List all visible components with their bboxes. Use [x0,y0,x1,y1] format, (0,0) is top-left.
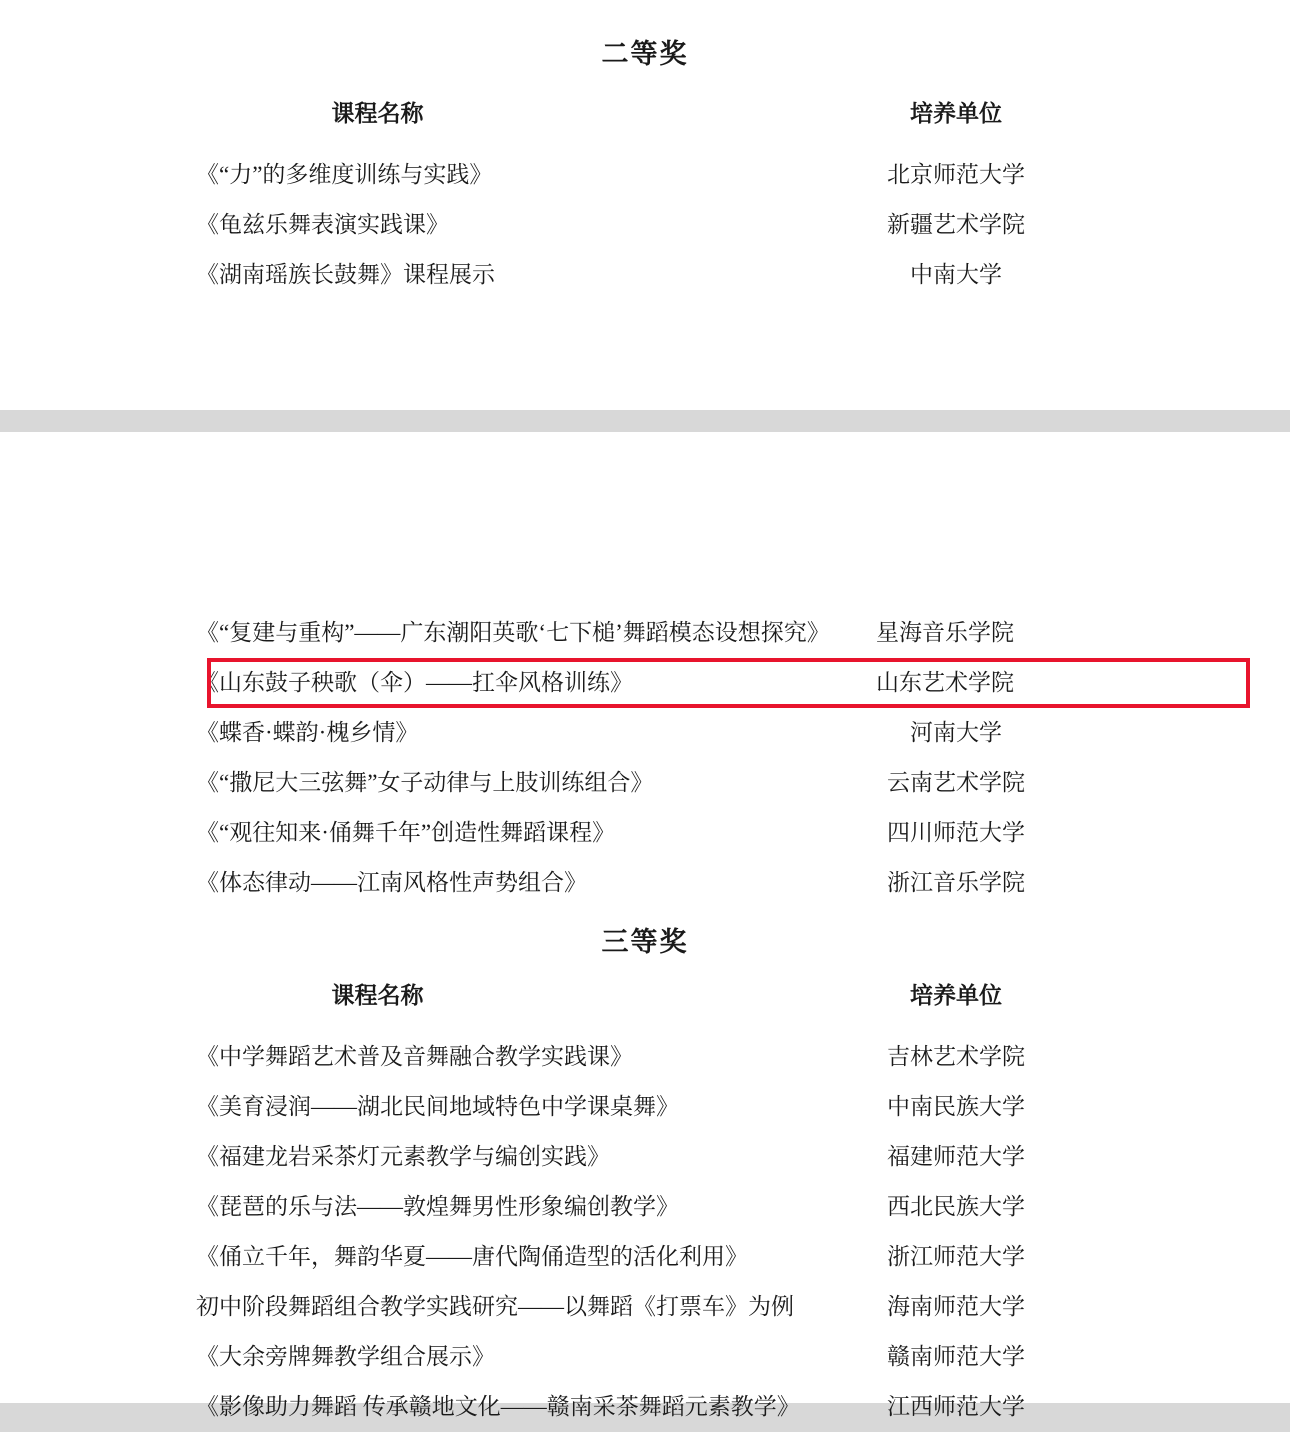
training-unit: 新疆艺术学院 [887,212,1025,238]
document-page-top [0,0,1290,410]
training-unit: 北京师范大学 [887,162,1025,188]
table-row [0,758,1290,808]
course-name: 《“复建与重构”——广东潮阳英歌‘七下槌’舞蹈模态设想探究》 [196,620,830,646]
table-row [0,1282,1290,1332]
course-name: 《湖南瑶族长鼓舞》课程展示 [196,262,495,288]
column-header-training-unit: 培养单位 [910,101,1002,127]
course-name: 《“撒尼大三弦舞”女子动律与上肢训练组合》 [196,770,654,796]
course-name: 《龟兹乐舞表演实践课》 [196,212,449,238]
course-name: 《美育浸润——湖北民间地域特色中学课桌舞》 [196,1094,679,1120]
table-row [0,200,1290,250]
training-unit: 星海音乐学院 [876,620,1014,646]
table-row [0,608,1290,658]
second-prize-heading: 二等奖 [601,39,689,69]
course-name: 《琵琶的乐与法——敦煌舞男性形象编创教学》 [196,1194,679,1220]
table-row [0,808,1290,858]
column-header-course-name: 课程名称 [331,983,424,1009]
training-unit: 海南师范大学 [887,1294,1025,1320]
table-row [0,1382,1290,1432]
course-name: 《“观往知来·俑舞千年”创造性舞蹈课程》 [196,820,616,846]
training-unit: 赣南师范大学 [887,1344,1025,1370]
table-row [0,708,1290,758]
training-unit: 中南大学 [910,262,1002,288]
training-unit: 浙江师范大学 [887,1244,1025,1270]
course-name: 《中学舞蹈艺术普及音舞融合教学实践课》 [196,1044,633,1070]
course-name: 初中阶段舞蹈组合教学实践研究——以舞蹈《打票车》为例 [196,1294,794,1320]
document-page-bottom [0,432,1290,1420]
table-row [0,858,1290,908]
course-name: 《影像助力舞蹈 传承赣地文化——赣南采茶舞蹈元素教学》 [196,1394,800,1420]
course-name: 《大余旁牌舞教学组合展示》 [196,1344,495,1370]
column-headers-second-prize [0,100,1290,150]
table-row [0,150,1290,200]
table-row [0,1332,1290,1382]
training-unit: 江西师范大学 [887,1394,1025,1420]
table-row [0,1132,1290,1182]
training-unit: 吉林艺术学院 [887,1044,1025,1070]
column-header-course-name: 课程名称 [331,101,424,127]
course-name: 《福建龙岩采茶灯元素教学与编创实践》 [196,1144,610,1170]
third-prize-heading: 三等奖 [601,927,689,957]
training-unit: 浙江音乐学院 [887,870,1025,896]
training-unit: 四川师范大学 [887,820,1025,846]
table-row [0,250,1290,300]
training-unit: 山东艺术学院 [876,670,1014,696]
table-row [0,1082,1290,1132]
column-header-training-unit: 培养单位 [910,983,1002,1009]
training-unit: 福建师范大学 [887,1144,1025,1170]
course-name: 《俑立千年，舞韵华夏——唐代陶俑造型的活化利用》 [196,1244,748,1270]
table-row-highlighted [0,658,1290,708]
course-name: 《蝶香·蝶韵·槐乡情》 [196,720,419,746]
training-unit: 云南艺术学院 [887,770,1025,796]
training-unit: 河南大学 [910,720,1002,746]
table-row [0,1032,1290,1082]
training-unit: 西北民族大学 [887,1194,1025,1220]
page-top-margin [0,432,1290,608]
table-row [0,1182,1290,1232]
course-name: 《体态律动——江南风格性声势组合》 [196,870,587,896]
training-unit: 中南民族大学 [887,1094,1025,1120]
column-headers-third-prize [0,982,1290,1032]
table-row [0,1232,1290,1282]
course-name: 《山东鼓子秧歌（伞）——扛伞风格训练》 [196,670,633,696]
course-name: 《“力”的多维度训练与实践》 [196,162,493,188]
page-separator [0,410,1290,432]
